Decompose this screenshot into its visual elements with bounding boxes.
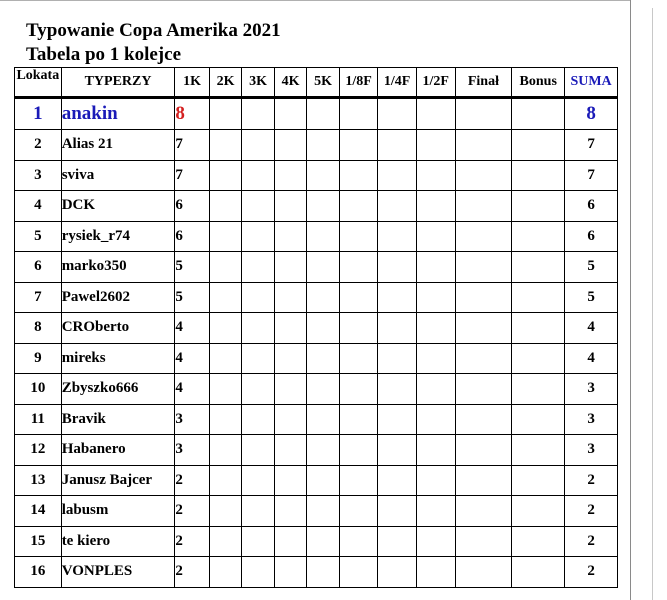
total-cell: 2 xyxy=(565,526,618,557)
empty-3k-cell xyxy=(242,374,274,405)
empty-final-cell xyxy=(455,221,512,252)
round-1-score-cell: 3 xyxy=(175,435,210,466)
empty-5k-cell xyxy=(307,374,339,405)
round-1-score-cell: 6 xyxy=(175,191,210,222)
empty-1-8f-cell xyxy=(339,526,378,557)
empty-1-8f-cell xyxy=(339,191,378,222)
empty-1-4f-cell xyxy=(378,404,417,435)
empty-1-2f-cell xyxy=(416,191,455,222)
table-row xyxy=(15,221,618,252)
player-name-cell: rysiek_r74 xyxy=(61,221,175,252)
empty-bonus-cell xyxy=(512,374,565,405)
empty-final-cell xyxy=(455,526,512,557)
empty-bonus-cell xyxy=(512,465,565,496)
round-1-score-cell: 4 xyxy=(175,313,210,344)
empty-final-cell xyxy=(455,160,512,191)
empty-1-8f-cell xyxy=(339,435,378,466)
empty-bonus-cell xyxy=(512,130,565,161)
empty-1-8f-cell xyxy=(339,496,378,527)
header-bonus: Bonus xyxy=(512,68,565,98)
empty-1-4f-cell xyxy=(378,221,417,252)
round-1-score-cell: 7 xyxy=(175,160,210,191)
empty-5k-cell xyxy=(307,557,339,588)
empty-5k-cell xyxy=(307,282,339,313)
empty-1-2f-cell xyxy=(416,252,455,283)
rank-cell: 10 xyxy=(15,374,62,405)
empty-4k-cell xyxy=(274,282,306,313)
empty-1-8f-cell xyxy=(339,98,378,130)
empty-1-2f-cell xyxy=(416,343,455,374)
total-cell: 2 xyxy=(565,496,618,527)
standings-table xyxy=(14,67,618,588)
empty-1-4f-cell xyxy=(378,557,417,588)
empty-1-2f-cell xyxy=(416,374,455,405)
empty-1-8f-cell xyxy=(339,252,378,283)
empty-1-8f-cell xyxy=(339,221,378,252)
empty-1-4f-cell xyxy=(378,496,417,527)
empty-5k-cell xyxy=(307,343,339,374)
rank-cell: 3 xyxy=(15,160,62,191)
empty-2k-cell xyxy=(209,343,241,374)
empty-5k-cell xyxy=(307,404,339,435)
empty-1-8f-cell xyxy=(339,130,378,161)
empty-5k-cell xyxy=(307,435,339,466)
empty-1-2f-cell xyxy=(416,221,455,252)
empty-4k-cell xyxy=(274,557,306,588)
player-name-cell: labusm xyxy=(61,496,175,527)
empty-2k-cell xyxy=(209,252,241,283)
total-cell: 6 xyxy=(565,191,618,222)
empty-1-8f-cell xyxy=(339,465,378,496)
round-1-score-cell: 8 xyxy=(175,98,210,130)
empty-bonus-cell xyxy=(512,252,565,283)
empty-final-cell xyxy=(455,435,512,466)
empty-2k-cell xyxy=(209,374,241,405)
round-1-score-cell: 2 xyxy=(175,526,210,557)
header-typerzy: TYPERZY xyxy=(61,68,175,98)
right-gutter xyxy=(631,0,667,600)
table-row xyxy=(15,343,618,374)
empty-4k-cell xyxy=(274,343,306,374)
empty-final-cell xyxy=(455,313,512,344)
page-subtitle: Tabela po 1 kolejce xyxy=(26,44,181,65)
rank-cell: 13 xyxy=(15,465,62,496)
round-1-score-cell: 6 xyxy=(175,221,210,252)
empty-1-4f-cell xyxy=(378,313,417,344)
player-name-cell: anakin xyxy=(61,98,175,130)
empty-3k-cell xyxy=(242,313,274,344)
empty-1-8f-cell xyxy=(339,282,378,313)
table-row xyxy=(15,313,618,344)
player-name-cell: mireks xyxy=(61,343,175,374)
empty-final-cell xyxy=(455,496,512,527)
header-1-8f: 1/8F xyxy=(339,68,378,98)
empty-3k-cell xyxy=(242,404,274,435)
header-suma: SUMA xyxy=(565,68,618,98)
empty-bonus-cell xyxy=(512,160,565,191)
empty-2k-cell xyxy=(209,130,241,161)
empty-5k-cell xyxy=(307,130,339,161)
empty-1-8f-cell xyxy=(339,160,378,191)
empty-final-cell xyxy=(455,404,512,435)
round-1-score-cell: 7 xyxy=(175,130,210,161)
empty-1-2f-cell xyxy=(416,465,455,496)
empty-2k-cell xyxy=(209,282,241,313)
empty-1-2f-cell xyxy=(416,526,455,557)
player-name-cell: Habanero xyxy=(61,435,175,466)
rank-cell: 4 xyxy=(15,191,62,222)
empty-3k-cell xyxy=(242,130,274,161)
total-cell: 2 xyxy=(565,465,618,496)
empty-2k-cell xyxy=(209,557,241,588)
table-row xyxy=(15,98,618,130)
empty-2k-cell xyxy=(209,98,241,130)
rank-cell: 11 xyxy=(15,404,62,435)
total-cell: 6 xyxy=(565,221,618,252)
table-row xyxy=(15,130,618,161)
player-name-cell: Alias 21 xyxy=(61,130,175,161)
empty-1-8f-cell xyxy=(339,313,378,344)
empty-4k-cell xyxy=(274,130,306,161)
table-body xyxy=(15,98,618,588)
empty-2k-cell xyxy=(209,313,241,344)
round-1-score-cell: 5 xyxy=(175,252,210,283)
empty-bonus-cell xyxy=(512,496,565,527)
empty-bonus-cell xyxy=(512,313,565,344)
empty-bonus-cell xyxy=(512,404,565,435)
empty-1-2f-cell xyxy=(416,160,455,191)
empty-3k-cell xyxy=(242,496,274,527)
header-1k: 1K xyxy=(175,68,210,98)
gutter-divider xyxy=(652,8,653,600)
empty-5k-cell xyxy=(307,313,339,344)
total-cell: 4 xyxy=(565,313,618,344)
rank-cell: 5 xyxy=(15,221,62,252)
empty-3k-cell xyxy=(242,435,274,466)
rank-cell: 2 xyxy=(15,130,62,161)
rank-cell: 9 xyxy=(15,343,62,374)
player-name-cell: Bravik xyxy=(61,404,175,435)
empty-bonus-cell xyxy=(512,191,565,222)
table-row xyxy=(15,557,618,588)
empty-bonus-cell xyxy=(512,282,565,313)
empty-1-2f-cell xyxy=(416,557,455,588)
player-name-cell: marko350 xyxy=(61,252,175,283)
table-row xyxy=(15,435,618,466)
round-1-score-cell: 2 xyxy=(175,465,210,496)
round-1-score-cell: 5 xyxy=(175,282,210,313)
empty-bonus-cell xyxy=(512,435,565,466)
empty-1-8f-cell xyxy=(339,374,378,405)
empty-2k-cell xyxy=(209,404,241,435)
empty-5k-cell xyxy=(307,98,339,130)
rank-cell: 7 xyxy=(15,282,62,313)
empty-5k-cell xyxy=(307,160,339,191)
empty-2k-cell xyxy=(209,465,241,496)
empty-1-2f-cell xyxy=(416,130,455,161)
table-row xyxy=(15,404,618,435)
empty-1-4f-cell xyxy=(378,130,417,161)
empty-4k-cell xyxy=(274,221,306,252)
empty-2k-cell xyxy=(209,221,241,252)
empty-1-4f-cell xyxy=(378,160,417,191)
empty-3k-cell xyxy=(242,343,274,374)
empty-1-8f-cell xyxy=(339,557,378,588)
empty-4k-cell xyxy=(274,435,306,466)
empty-4k-cell xyxy=(274,404,306,435)
rank-cell: 14 xyxy=(15,496,62,527)
header-final: Finał xyxy=(455,68,512,98)
empty-final-cell xyxy=(455,557,512,588)
total-cell: 4 xyxy=(565,343,618,374)
empty-4k-cell xyxy=(274,160,306,191)
player-name-cell: VONPLES xyxy=(61,557,175,588)
header-5k: 5K xyxy=(307,68,339,98)
empty-3k-cell xyxy=(242,282,274,313)
empty-final-cell xyxy=(455,374,512,405)
empty-4k-cell xyxy=(274,496,306,527)
empty-4k-cell xyxy=(274,98,306,130)
header-lokata: Lokata xyxy=(15,68,62,98)
empty-2k-cell xyxy=(209,526,241,557)
table-row xyxy=(15,160,618,191)
page-title: Typowanie Copa Amerika 2021 xyxy=(26,20,281,41)
round-1-score-cell: 4 xyxy=(175,374,210,405)
empty-bonus-cell xyxy=(512,526,565,557)
empty-bonus-cell xyxy=(512,221,565,252)
empty-bonus-cell xyxy=(512,343,565,374)
round-1-score-cell: 2 xyxy=(175,496,210,527)
table-row xyxy=(15,374,618,405)
empty-final-cell xyxy=(455,343,512,374)
table-row xyxy=(15,191,618,222)
empty-1-2f-cell xyxy=(416,98,455,130)
empty-5k-cell xyxy=(307,496,339,527)
empty-1-8f-cell xyxy=(339,343,378,374)
player-name-cell: Zbyszko666 xyxy=(61,374,175,405)
player-name-cell: CROberto xyxy=(61,313,175,344)
empty-3k-cell xyxy=(242,98,274,130)
player-name-cell: DCK xyxy=(61,191,175,222)
empty-3k-cell xyxy=(242,557,274,588)
table-row xyxy=(15,526,618,557)
table-row xyxy=(15,252,618,283)
empty-final-cell xyxy=(455,252,512,283)
empty-1-2f-cell xyxy=(416,496,455,527)
rank-cell: 12 xyxy=(15,435,62,466)
empty-3k-cell xyxy=(242,526,274,557)
empty-2k-cell xyxy=(209,191,241,222)
empty-2k-cell xyxy=(209,160,241,191)
empty-final-cell xyxy=(455,130,512,161)
empty-3k-cell xyxy=(242,252,274,283)
empty-1-4f-cell xyxy=(378,435,417,466)
empty-1-2f-cell xyxy=(416,313,455,344)
total-cell: 5 xyxy=(565,252,618,283)
empty-final-cell xyxy=(455,191,512,222)
empty-4k-cell xyxy=(274,374,306,405)
empty-4k-cell xyxy=(274,252,306,283)
empty-final-cell xyxy=(455,465,512,496)
player-name-cell: Pawel2602 xyxy=(61,282,175,313)
empty-final-cell xyxy=(455,98,512,130)
table-row xyxy=(15,496,618,527)
rank-cell: 15 xyxy=(15,526,62,557)
empty-bonus-cell xyxy=(512,98,565,130)
empty-3k-cell xyxy=(242,465,274,496)
empty-3k-cell xyxy=(242,160,274,191)
empty-1-4f-cell xyxy=(378,98,417,130)
total-cell: 3 xyxy=(565,404,618,435)
empty-5k-cell xyxy=(307,526,339,557)
header-3k: 3K xyxy=(242,68,274,98)
header-4k: 4K xyxy=(274,68,306,98)
empty-1-8f-cell xyxy=(339,404,378,435)
round-1-score-cell: 4 xyxy=(175,343,210,374)
rank-cell: 16 xyxy=(15,557,62,588)
rank-cell: 1 xyxy=(15,98,62,130)
total-cell: 7 xyxy=(565,160,618,191)
total-cell: 7 xyxy=(565,130,618,161)
empty-1-2f-cell xyxy=(416,282,455,313)
empty-1-4f-cell xyxy=(378,526,417,557)
total-cell: 3 xyxy=(565,435,618,466)
empty-3k-cell xyxy=(242,221,274,252)
empty-1-2f-cell xyxy=(416,404,455,435)
header-1-4f: 1/4F xyxy=(378,68,417,98)
round-1-score-cell: 2 xyxy=(175,557,210,588)
rank-cell: 8 xyxy=(15,313,62,344)
empty-5k-cell xyxy=(307,221,339,252)
total-cell: 2 xyxy=(565,557,618,588)
empty-4k-cell xyxy=(274,526,306,557)
empty-2k-cell xyxy=(209,435,241,466)
page-top-border xyxy=(0,0,631,1)
empty-1-4f-cell xyxy=(378,282,417,313)
empty-4k-cell xyxy=(274,465,306,496)
empty-1-2f-cell xyxy=(416,435,455,466)
empty-4k-cell xyxy=(274,191,306,222)
empty-1-4f-cell xyxy=(378,191,417,222)
empty-bonus-cell xyxy=(512,557,565,588)
header-2k: 2K xyxy=(209,68,241,98)
player-name-cell: Janusz Bajcer xyxy=(61,465,175,496)
total-cell: 3 xyxy=(565,374,618,405)
table-row xyxy=(15,465,618,496)
empty-final-cell xyxy=(455,282,512,313)
player-name-cell: sviva xyxy=(61,160,175,191)
empty-5k-cell xyxy=(307,465,339,496)
empty-2k-cell xyxy=(209,496,241,527)
empty-5k-cell xyxy=(307,252,339,283)
empty-5k-cell xyxy=(307,191,339,222)
empty-1-4f-cell xyxy=(378,343,417,374)
round-1-score-cell: 3 xyxy=(175,404,210,435)
rank-cell: 6 xyxy=(15,252,62,283)
empty-1-4f-cell xyxy=(378,252,417,283)
empty-1-4f-cell xyxy=(378,374,417,405)
empty-1-4f-cell xyxy=(378,465,417,496)
player-name-cell: te kiero xyxy=(61,526,175,557)
total-cell: 8 xyxy=(565,98,618,130)
header-1-2f: 1/2F xyxy=(416,68,455,98)
table-header-row xyxy=(15,68,618,98)
empty-4k-cell xyxy=(274,313,306,344)
empty-3k-cell xyxy=(242,191,274,222)
table-row xyxy=(15,282,618,313)
total-cell: 5 xyxy=(565,282,618,313)
